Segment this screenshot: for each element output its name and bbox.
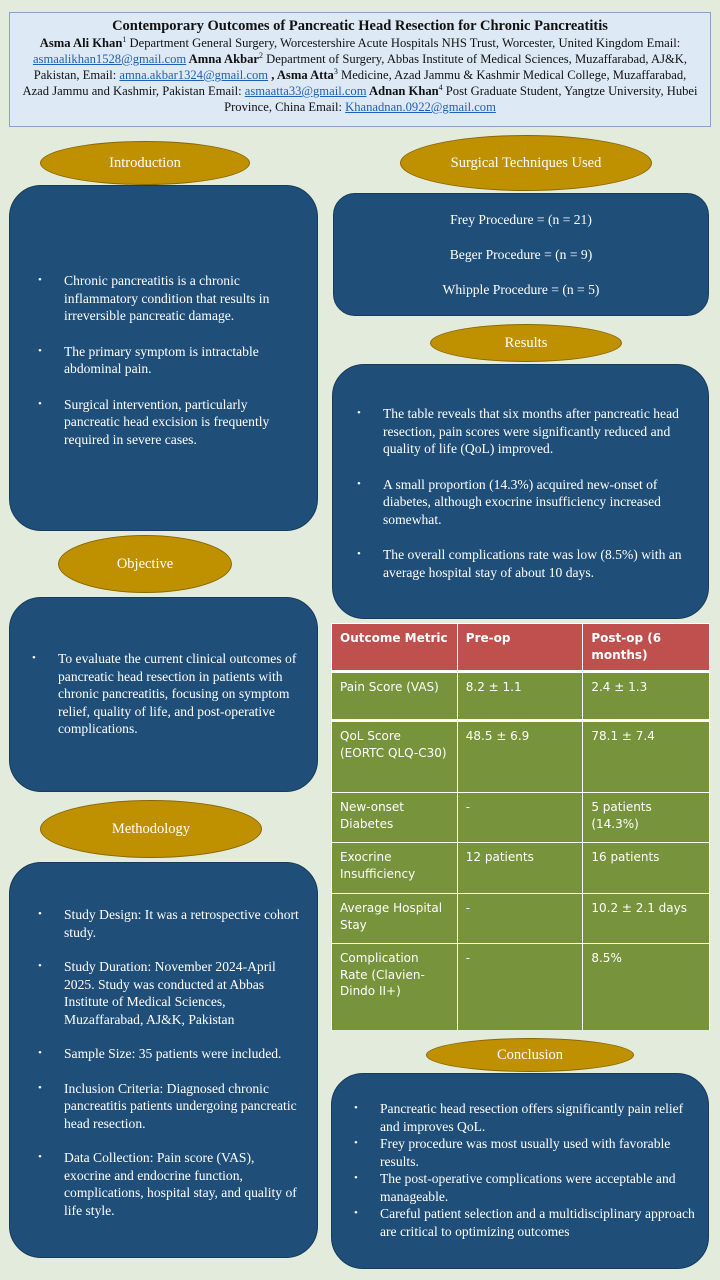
table-cell: 48.5 ± 6.9 — [457, 721, 583, 793]
table-cell: QoL Score (EORTC QLQ-C30) — [332, 721, 458, 793]
list-item — [32, 958, 303, 1028]
list-item-text: Sample Size: 35 patients were included. — [64, 1046, 282, 1061]
poster-header — [9, 12, 711, 127]
table-cell: 12 patients — [457, 843, 583, 894]
list-item — [348, 1100, 696, 1135]
surgical-techniques-heading: Surgical Techniques Used — [400, 135, 652, 191]
author-affiliation: Department General Surgery, Worcestershire Acute Hospitals NHS Trust, Worcester, United Kingdom Email: — [126, 36, 681, 50]
author-superscript: 4 — [438, 82, 443, 92]
introduction-panel — [9, 185, 318, 531]
list-item — [351, 476, 692, 529]
author-email-link[interactable]: Khanadnan.0922@gmail.com — [345, 100, 496, 114]
technique-beger: Beger Procedure = (n = 9) — [449, 247, 593, 262]
list-item — [351, 546, 692, 581]
table-cell: 8.2 ± 1.1 — [457, 672, 583, 721]
table-cell: 5 patients (14.3%) — [583, 793, 710, 843]
conclusion-list — [348, 1100, 696, 1240]
list-item — [348, 1170, 696, 1205]
author-email-link[interactable]: asmaalikhan1528@gmail.com — [32, 52, 187, 66]
bullet-icon: • — [38, 960, 42, 972]
table-cell: - — [457, 793, 583, 843]
author-name: Adnan Khan — [366, 84, 439, 98]
table-row — [332, 944, 710, 1030]
bullet-icon: • — [354, 1102, 358, 1114]
author-affiliation: Medicine, Azad Jammu & Kashmir Medical College, Muzaffarabad, Azad Jammu and Kashmir, Pakistan Email: — [22, 68, 687, 98]
results-heading: Results — [430, 324, 622, 362]
list-item-text: The table reveals that six months after pancreatic head resection, pain scores were significantly reduced and quality of life (QoL) improved. — [383, 406, 679, 456]
table-row — [332, 793, 710, 843]
list-item — [351, 405, 692, 458]
list-item — [348, 1135, 696, 1170]
introduction-heading: Introduction — [40, 141, 250, 185]
table-header-cell: Post-op (6 months) — [583, 624, 710, 672]
list-item — [26, 650, 301, 738]
table-cell: 2.4 ± 1.3 — [583, 672, 710, 721]
bullet-icon: • — [357, 477, 361, 490]
table-header-cell: Outcome Metric — [332, 624, 458, 672]
bullet-icon: • — [38, 344, 42, 357]
table-cell: - — [457, 944, 583, 1030]
results-panel — [332, 364, 709, 619]
table-cell: Pain Score (VAS) — [332, 672, 458, 721]
bullet-icon: • — [354, 1137, 358, 1149]
methodology-list — [32, 906, 303, 1219]
list-item-text: Inclusion Criteria: Diagnosed chronic pancreatitis patients undergoing pancreatic head resection. — [64, 1080, 297, 1131]
list-item-text: Careful patient selection and a multidisciplinary approach are critical to optimizing outcomes — [380, 1206, 695, 1239]
table-row — [332, 721, 710, 793]
introduction-list — [32, 272, 299, 448]
author-name: Amna Akbar — [186, 52, 260, 66]
list-item — [32, 1080, 303, 1133]
table-cell: 16 patients — [583, 843, 710, 894]
conclusion-heading: Conclusion — [426, 1038, 634, 1072]
bullet-icon: • — [32, 652, 36, 664]
list-item-text: Pancreatic head resection offers significantly pain relief and improves QoL. — [380, 1101, 684, 1134]
table-cell: 8.5% — [583, 944, 710, 1030]
bullet-icon: • — [357, 548, 361, 560]
table-row — [332, 894, 710, 944]
author-superscript: 1 — [122, 34, 127, 44]
list-item — [32, 396, 299, 449]
list-item-text: The primary symptom is intractable abdominal pain. — [64, 343, 259, 376]
conclusion-panel — [331, 1073, 709, 1269]
objective-heading: Objective — [58, 535, 232, 593]
list-item-text: A small proportion (14.3%) acquired new-onset of diabetes, although exocrine insufficiency increased somewhat. — [383, 476, 661, 527]
results-list — [351, 405, 692, 581]
list-item-text: Surgical intervention, particularly pancreatic head excision is frequently required in severe cases. — [64, 396, 270, 447]
table-row — [332, 843, 710, 894]
list-item-text: To evaluate the current clinical outcomes of pancreatic head resection in patients with chronic pancreatitis, focusing on symptom relief, quality of life, and post-operative complications. — [58, 651, 297, 736]
poster-title: Contemporary Outcomes of Pancreatic Head Resection for Chronic Pancreatitis — [112, 18, 608, 34]
author-email-link[interactable]: amna.akbar1324@gmail.com — [119, 68, 269, 82]
table-cell: 10.2 ± 2.1 days — [583, 894, 710, 944]
list-item-text: Frey procedure was most usually used with favorable results. — [380, 1136, 671, 1169]
list-item-text: The post-operative complications were acceptable and manageable. — [380, 1171, 676, 1204]
list-item-text: Data Collection: Pain score (VAS), exocrine and endocrine function, complications, hospital stay, and quality of life style. — [64, 1150, 297, 1218]
list-item — [32, 1045, 303, 1063]
author-name: Asma Ali Khan — [39, 36, 123, 50]
methodology-panel — [9, 862, 318, 1258]
author-list — [20, 35, 700, 115]
author-affiliation: Post Graduate Student, Yangtze University, Hubei Province, China Email: — [224, 84, 698, 114]
bullet-icon: • — [38, 1081, 42, 1094]
bullet-icon: • — [354, 1172, 358, 1184]
bullet-icon: • — [38, 908, 42, 920]
list-item — [32, 272, 299, 325]
methodology-heading: Methodology — [40, 800, 262, 858]
author-affiliation: Department of Surgery, Abbas Institute of Medical Sciences, Muzaffarabad, AJ&K, Pakistan, Email: — [33, 52, 688, 82]
table-header-row — [332, 624, 710, 672]
author-superscript: 3 — [333, 66, 338, 76]
list-item-text: Chronic pancreatitis is a chronic inflammatory condition that results in irreversible pancreatic damage. — [64, 273, 270, 323]
objective-list — [26, 650, 301, 738]
bullet-icon: • — [357, 407, 361, 419]
technique-whipple: Whipple Procedure = (n = 5) — [442, 282, 600, 297]
table-cell: Complication Rate (Clavien-Dindo II+) — [332, 944, 458, 1030]
author-name: , Asma Atta — [268, 68, 334, 82]
technique-frey: Frey Procedure = (n = 21) — [450, 212, 592, 227]
table-cell: Average Hospital Stay — [332, 894, 458, 944]
bullet-icon: • — [38, 1047, 42, 1059]
list-item — [32, 906, 303, 941]
table-row — [332, 672, 710, 721]
bullet-icon: • — [38, 274, 42, 286]
bullet-icon: • — [354, 1207, 358, 1219]
table-cell: Exocrine Insufficiency — [332, 843, 458, 894]
bullet-icon: • — [38, 1151, 42, 1163]
list-item-text: The overall complications rate was low (8.5%) with an average hospital stay of about 10 days. — [383, 547, 682, 580]
surgical-techniques-panel — [333, 193, 709, 316]
list-item — [348, 1205, 696, 1240]
outcome-table — [331, 623, 710, 1030]
table-cell: - — [457, 894, 583, 944]
list-item — [32, 343, 299, 378]
table-cell: 78.1 ± 7.4 — [583, 721, 710, 793]
author-email-link[interactable]: asmaatta33@gmail.com — [244, 84, 367, 98]
table-header-cell: Pre-op — [457, 624, 583, 672]
list-item-text: Study Duration: November 2024-April 2025. Study was conducted at Abbas Institute of Medical Sciences, Muzaffarabad, AJ&K, Pakistan — [64, 959, 276, 1027]
list-item-text: Study Design: It was a retrospective cohort study. — [64, 907, 299, 940]
author-superscript: 2 — [259, 50, 264, 60]
table-cell: New-onset Diabetes — [332, 793, 458, 843]
objective-panel — [9, 597, 318, 792]
list-item — [32, 1149, 303, 1219]
bullet-icon: • — [38, 397, 42, 410]
